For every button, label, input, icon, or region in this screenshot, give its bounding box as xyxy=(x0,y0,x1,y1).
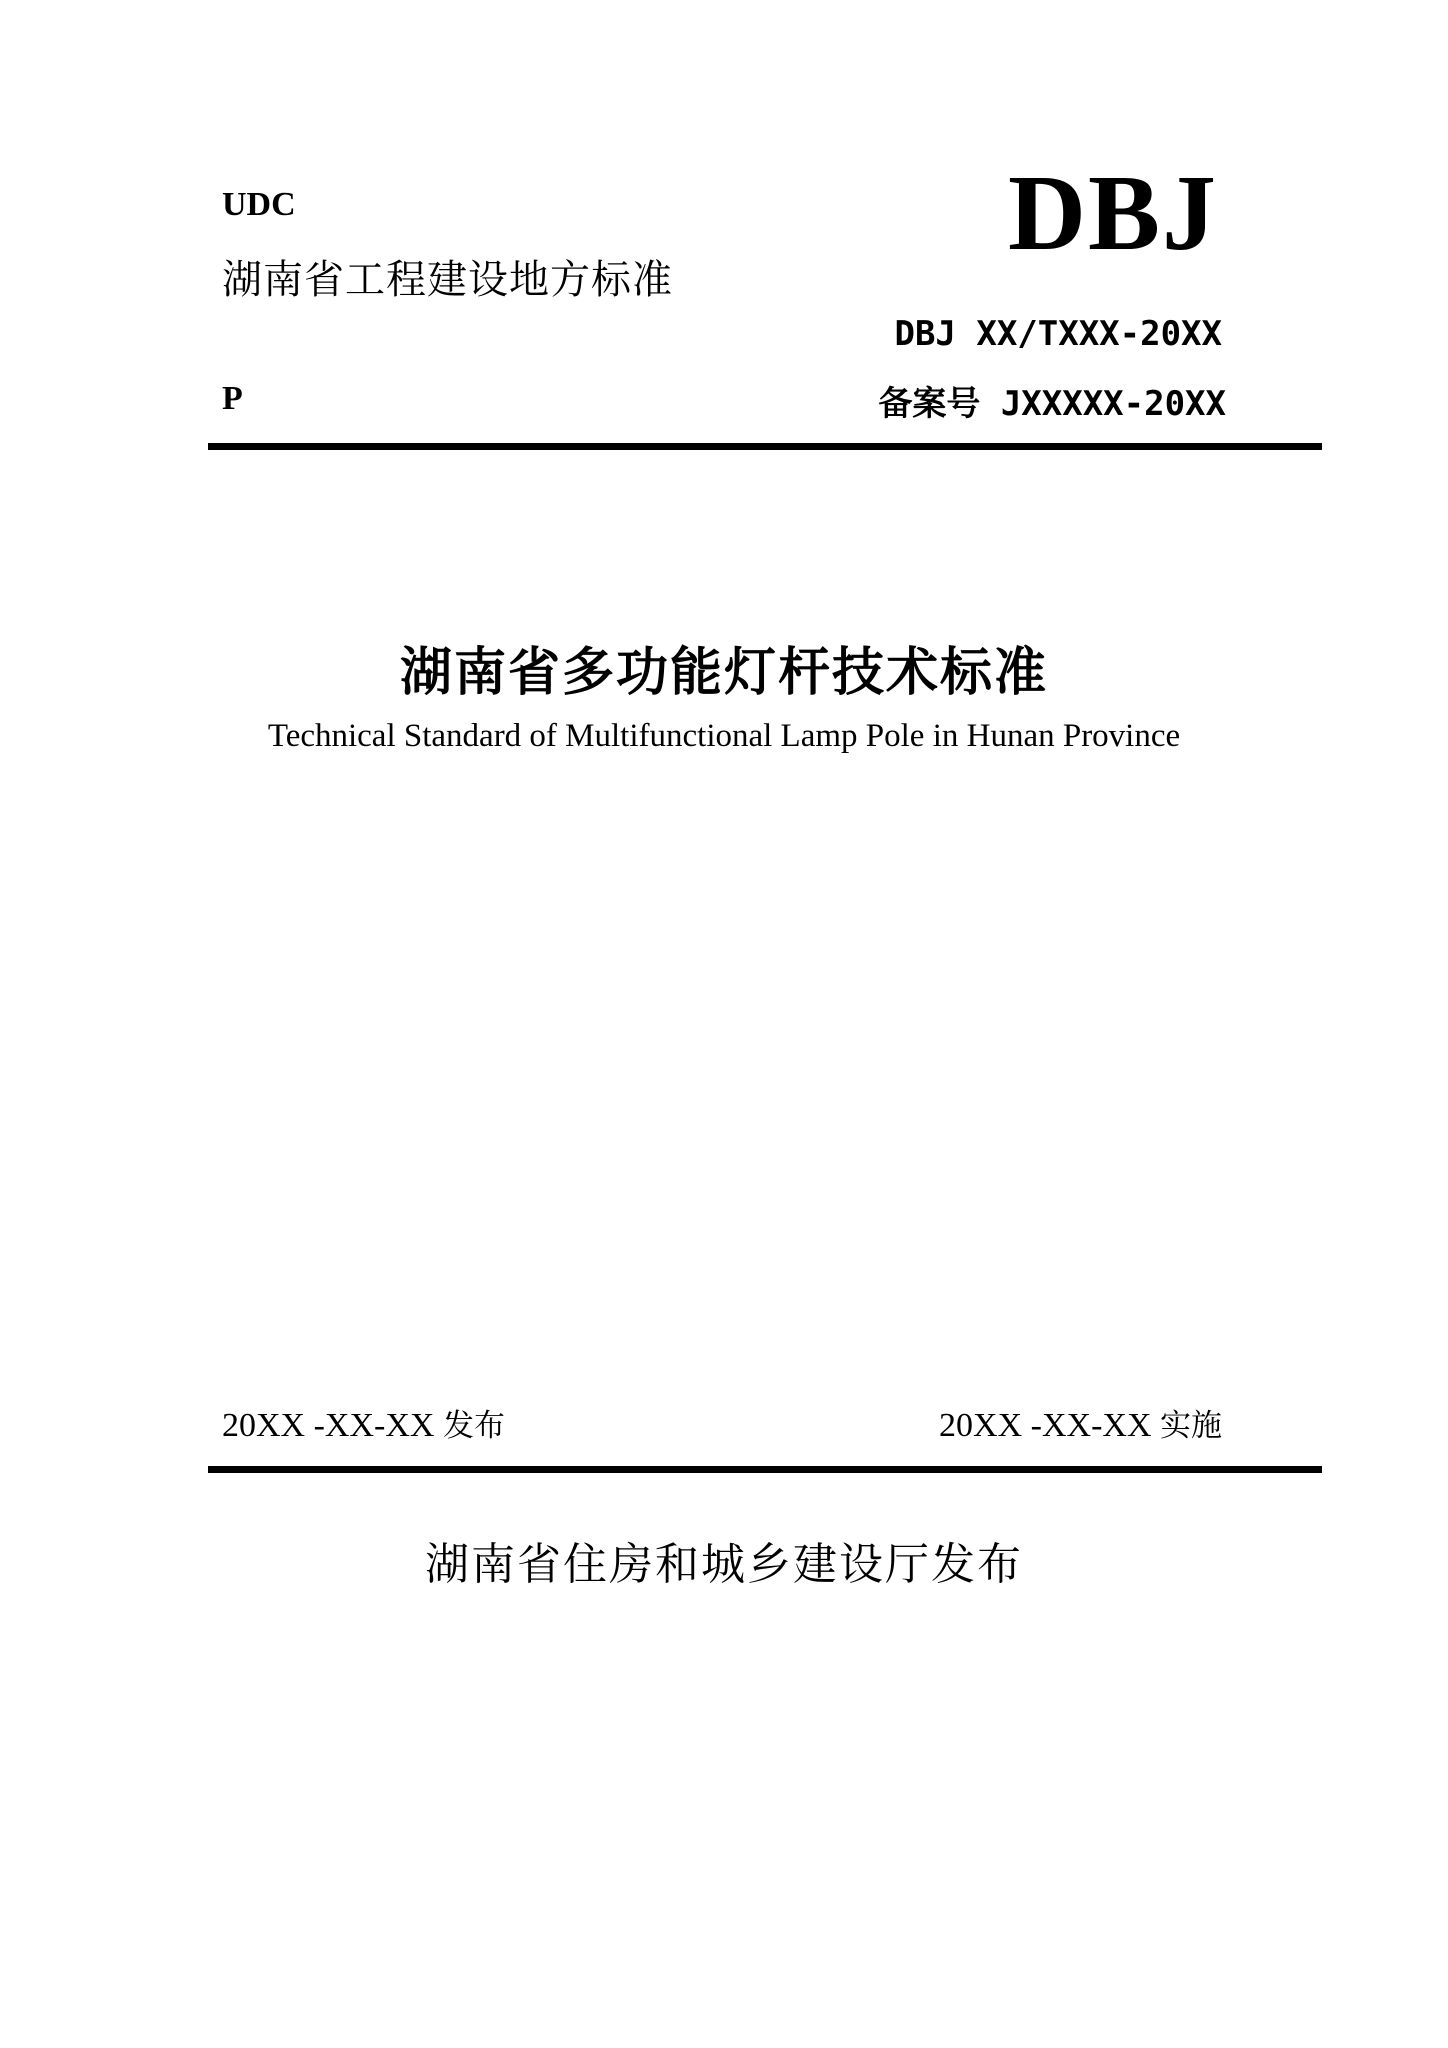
udc-label: UDC xyxy=(222,186,296,223)
publish-label: 发布 xyxy=(442,1408,505,1444)
implement-label: 实施 xyxy=(1160,1408,1222,1444)
publish-date-value: 20XX -XX-XX xyxy=(222,1407,435,1444)
standard-code: DBJ XX/TXXX-20XX xyxy=(894,314,1222,354)
record-number: 备案号 JXXXXX-20XX xyxy=(878,384,1226,424)
top-divider xyxy=(208,443,1322,450)
document-title-english: Technical Standard of Multifunctional Lamp Pole in Hunan Province xyxy=(267,718,1181,754)
issuing-authority: 湖南省住房和城乡建设厅发布 xyxy=(425,1539,1023,1590)
implement-date xyxy=(939,1400,1222,1445)
bottom-divider xyxy=(208,1466,1322,1473)
document-title-chinese: 湖南省多功能灯杆技术标准 xyxy=(399,643,1048,703)
implement-date-value: 20XX -XX-XX xyxy=(939,1407,1152,1444)
publish-date xyxy=(222,1400,505,1445)
dbj-logo: DBJ xyxy=(1007,154,1218,273)
p-label: P xyxy=(222,380,243,417)
standard-category: 湖南省工程建设地方标准 xyxy=(222,257,673,303)
